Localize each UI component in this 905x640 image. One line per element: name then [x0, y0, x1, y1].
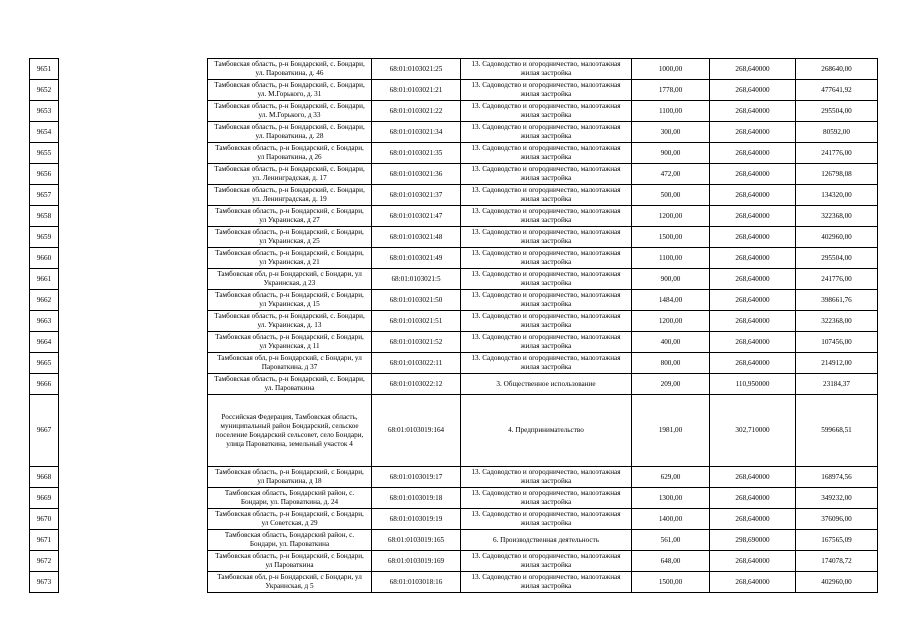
cadastral-number-cell: 68:01:0103021:51 [372, 311, 461, 332]
cadastral-value-cell: 295504,00 [796, 101, 878, 122]
rate-cell: 268,640000 [710, 467, 796, 488]
empty-cell [59, 80, 208, 101]
row-number: 9660 [30, 248, 59, 269]
area-cell: 1300,00 [632, 488, 710, 509]
area-cell: 1100,00 [632, 101, 710, 122]
area-cell: 1778,00 [632, 80, 710, 101]
cadastral-value-cell: 376096,00 [796, 509, 878, 530]
cadastral-number-cell: 68:01:0103021:49 [372, 248, 461, 269]
cadastral-value-cell: 174078,72 [796, 551, 878, 572]
rate-cell: 268,640000 [710, 551, 796, 572]
address-cell: Тамбовская область, р-н Бондарский, с. Бондари, ул. М.Горького, д 33 [208, 101, 372, 122]
row-number: 9658 [30, 206, 59, 227]
cadastral-number-cell: 68:01:0103019:164 [372, 395, 461, 467]
land-use-cell: 13. Садоводство и огородничество, малоэтажная жилая застройка [461, 185, 632, 206]
address-cell: Российская Федерация, Тамбовская область, муниципальный район Бондарский, сельское поселение Бондарский сельсовет, село Бондари, улица Пароваткина, земельный участок 4 [208, 395, 372, 467]
area-cell: 300,00 [632, 122, 710, 143]
row-number: 9659 [30, 227, 59, 248]
row-number: 9661 [30, 269, 59, 290]
rate-cell: 268,640000 [710, 269, 796, 290]
table-row [30, 509, 878, 530]
row-number: 9669 [30, 488, 59, 509]
row-number: 9665 [30, 353, 59, 374]
cadastral-number-cell: 68:01:0103021:50 [372, 290, 461, 311]
empty-cell [59, 227, 208, 248]
empty-cell [59, 59, 208, 80]
rate-cell: 268,640000 [710, 290, 796, 311]
table-row [30, 101, 878, 122]
area-cell: 629,00 [632, 467, 710, 488]
address-cell: Тамбовская область, р-н Бондарский, с. Бондари, ул. М.Горького, д. 31 [208, 80, 372, 101]
table-row [30, 395, 878, 467]
cadastral-number-cell: 68:01:0103019:165 [372, 530, 461, 551]
rate-cell: 268,640000 [710, 185, 796, 206]
cadastral-value-cell: 599668,51 [796, 395, 878, 467]
cadastral-number-cell: 68:01:0103021:22 [372, 101, 461, 122]
land-use-cell: 13. Садоводство и огородничество, малоэтажная жилая застройка [461, 290, 632, 311]
cadastral-value-cell: 241776,00 [796, 269, 878, 290]
land-use-cell: 13. Садоводство и огородничество, малоэтажная жилая застройка [461, 572, 632, 593]
address-cell: Тамбовская область, р-н Бондарский, с. Бондари, ул. Пароваткина, д. 46 [208, 59, 372, 80]
empty-cell [59, 395, 208, 467]
registry-rows [30, 59, 878, 593]
cadastral-value-cell: 168974,56 [796, 467, 878, 488]
empty-cell [59, 185, 208, 206]
rate-cell: 268,640000 [710, 353, 796, 374]
table-row [30, 311, 878, 332]
empty-cell [59, 290, 208, 311]
table-row [30, 59, 878, 80]
land-use-cell: 13. Садоводство и огородничество, малоэтажная жилая застройка [461, 122, 632, 143]
address-cell: Тамбовская область, р-н Бондарский, с. Бондари, ул. Ленинградская, д. 17 [208, 164, 372, 185]
land-use-cell: 13. Садоводство и огородничество, малоэтажная жилая застройка [461, 509, 632, 530]
cadastral-value-cell: 167565,09 [796, 530, 878, 551]
land-use-cell: 13. Садоводство и огородничество, малоэтажная жилая застройка [461, 551, 632, 572]
cadastral-value-cell: 126798,08 [796, 164, 878, 185]
cadastral-number-cell: 68:01:0103021:25 [372, 59, 461, 80]
rate-cell: 268,640000 [710, 572, 796, 593]
row-number: 9653 [30, 101, 59, 122]
row-number: 9654 [30, 122, 59, 143]
address-cell: Тамбовская обл, р-н Бондарский, с Бондари, ул Украинская, д 23 [208, 269, 372, 290]
cadastral-value-cell: 398661,76 [796, 290, 878, 311]
cadastral-value-cell: 214912,00 [796, 353, 878, 374]
cadastral-value-cell: 23184,37 [796, 374, 878, 395]
rate-cell: 268,640000 [710, 101, 796, 122]
cadastral-number-cell: 68:01:0103021:5 [372, 269, 461, 290]
land-use-cell: 13. Садоводство и огородничество, малоэтажная жилая застройка [461, 467, 632, 488]
land-use-cell: 13. Садоводство и огородничество, малоэтажная жилая застройка [461, 101, 632, 122]
cadastral-value-cell: 295504,00 [796, 248, 878, 269]
rate-cell: 268,640000 [710, 143, 796, 164]
land-use-cell: 13. Садоводство и огородничество, малоэтажная жилая застройка [461, 80, 632, 101]
area-cell: 800,00 [632, 353, 710, 374]
area-cell: 1000,00 [632, 59, 710, 80]
land-use-cell: 4. Предпринимательство [461, 395, 632, 467]
rate-cell: 268,640000 [710, 80, 796, 101]
cadastral-value-cell: 349232,00 [796, 488, 878, 509]
land-use-cell: 13. Садоводство и огородничество, малоэтажная жилая застройка [461, 332, 632, 353]
empty-cell [59, 374, 208, 395]
land-use-cell: 13. Садоводство и огородничество, малоэтажная жилая застройка [461, 353, 632, 374]
cadastral-value-cell: 241776,00 [796, 143, 878, 164]
cadastral-number-cell: 68:01:0103021:35 [372, 143, 461, 164]
cadastral-number-cell: 68:01:0103021:34 [372, 122, 461, 143]
cadastral-number-cell: 68:01:0103018:16 [372, 572, 461, 593]
land-use-cell: 13. Садоводство и огородничество, малоэтажная жилая застройка [461, 164, 632, 185]
empty-cell [59, 311, 208, 332]
table-row [30, 530, 878, 551]
land-use-cell: 13. Садоводство и огородничество, малоэтажная жилая застройка [461, 269, 632, 290]
empty-cell [59, 206, 208, 227]
cadastral-number-cell: 68:01:0103021:37 [372, 185, 461, 206]
empty-cell [59, 248, 208, 269]
rate-cell: 268,640000 [710, 122, 796, 143]
cadastral-number-cell: 68:01:0103019:19 [372, 509, 461, 530]
rate-cell: 268,640000 [710, 311, 796, 332]
area-cell: 209,00 [632, 374, 710, 395]
cadastral-value-cell: 107456,00 [796, 332, 878, 353]
address-cell: Тамбовская обл, р-н Бондарский, с Бондари, ул Украинская, д 5 [208, 572, 372, 593]
address-cell: Тамбовская область, р-н Бондарский, с Бондари, ул Советская, д 29 [208, 509, 372, 530]
address-cell: Тамбовская область, р-н Бондарский, с Бондари, ул Пароваткина [208, 551, 372, 572]
land-use-cell: 13. Садоводство и огородничество, малоэтажная жилая застройка [461, 248, 632, 269]
row-number: 9673 [30, 572, 59, 593]
area-cell: 472,00 [632, 164, 710, 185]
rate-cell: 302,710000 [710, 395, 796, 467]
empty-cell [59, 353, 208, 374]
row-number: 9652 [30, 80, 59, 101]
address-cell: Тамбовская область, р-н Бондарский, с. Бондари, ул. Пароваткина [208, 374, 372, 395]
land-use-cell: 3. Общественное использование [461, 374, 632, 395]
row-number: 9670 [30, 509, 59, 530]
area-cell: 1981,00 [632, 395, 710, 467]
land-use-cell: 13. Садоводство и огородничество, малоэтажная жилая застройка [461, 227, 632, 248]
area-cell: 648,00 [632, 551, 710, 572]
cadastral-value-cell: 402960,00 [796, 227, 878, 248]
address-cell: Тамбовская область, р-н Бондарский, с Бондари, ул Украинская, д 27 [208, 206, 372, 227]
cadastral-number-cell: 68:01:0103021:47 [372, 206, 461, 227]
address-cell: Тамбовская область, Бондарский район, с. Бондари, ул. Пароваткина [208, 530, 372, 551]
address-cell: Тамбовская область, р-н Бондарский, с Бондари, ул Украинская, д 25 [208, 227, 372, 248]
cadastral-number-cell: 68:01:0103019:17 [372, 467, 461, 488]
area-cell: 400,00 [632, 332, 710, 353]
rate-cell: 268,640000 [710, 206, 796, 227]
empty-cell [59, 467, 208, 488]
empty-cell [59, 488, 208, 509]
land-use-cell: 13. Садоводство и огородничество, малоэтажная жилая застройка [461, 143, 632, 164]
table-row [30, 374, 878, 395]
cadastral-number-cell: 68:01:0103021:52 [372, 332, 461, 353]
row-number: 9651 [30, 59, 59, 80]
address-cell: Тамбовская область, р-н Бондарский, с. Бондари, ул. Пароваткина, д. 28 [208, 122, 372, 143]
cadastral-number-cell: 68:01:0103022:11 [372, 353, 461, 374]
table-row [30, 80, 878, 101]
table-row [30, 269, 878, 290]
rate-cell: 268,640000 [710, 164, 796, 185]
area-cell: 500,00 [632, 185, 710, 206]
empty-cell [59, 530, 208, 551]
cadastral-number-cell: 68:01:0103019:169 [372, 551, 461, 572]
cadastral-value-cell: 268640,00 [796, 59, 878, 80]
area-cell: 1100,00 [632, 248, 710, 269]
empty-cell [59, 572, 208, 593]
area-cell: 1500,00 [632, 572, 710, 593]
table-row [30, 143, 878, 164]
address-cell: Тамбовская область, р-н Бондарский, с Бондари, ул Пароваткина, д 26 [208, 143, 372, 164]
empty-cell [59, 509, 208, 530]
table-row [30, 164, 878, 185]
table-row [30, 572, 878, 593]
row-number: 9672 [30, 551, 59, 572]
table-row [30, 206, 878, 227]
cadastral-value-cell: 134320,00 [796, 185, 878, 206]
empty-cell [59, 551, 208, 572]
cadastral-value-cell: 477641,92 [796, 80, 878, 101]
row-number: 9663 [30, 311, 59, 332]
land-use-cell: 13. Садоводство и огородничество, малоэтажная жилая застройка [461, 206, 632, 227]
rate-cell: 268,640000 [710, 509, 796, 530]
table-row [30, 290, 878, 311]
table-row [30, 488, 878, 509]
cadastral-number-cell: 68:01:0103021:36 [372, 164, 461, 185]
empty-cell [59, 122, 208, 143]
rate-cell: 268,640000 [710, 59, 796, 80]
empty-cell [59, 269, 208, 290]
address-cell: Тамбовская область, р-н Бондарский, с. Бондари, ул. Украинская, д. 13 [208, 311, 372, 332]
row-number: 9671 [30, 530, 59, 551]
cadastral-value-cell: 322368,00 [796, 311, 878, 332]
empty-cell [59, 101, 208, 122]
cadastral-value-cell: 80592,00 [796, 122, 878, 143]
row-number: 9664 [30, 332, 59, 353]
land-use-cell: 13. Садоводство и огородничество, малоэтажная жилая застройка [461, 488, 632, 509]
address-cell: Тамбовская область, р-н Бондарский, с Бондари, ул Украинская, д 11 [208, 332, 372, 353]
area-cell: 1500,00 [632, 227, 710, 248]
table-row [30, 248, 878, 269]
cadastral-number-cell: 68:01:0103022:12 [372, 374, 461, 395]
row-number: 9656 [30, 164, 59, 185]
rate-cell: 298,690000 [710, 530, 796, 551]
rate-cell: 268,640000 [710, 227, 796, 248]
area-cell: 1400,00 [632, 509, 710, 530]
address-cell: Тамбовская область, р-н Бондарский, с Бондари, ул Украинская, д 15 [208, 290, 372, 311]
address-cell: Тамбовская область, р-н Бондарский, с Бондари, ул Пароваткина, д 18 [208, 467, 372, 488]
address-cell: Тамбовская область, р-н Бондарский, с. Бондари, ул. Ленинградская, д. 19 [208, 185, 372, 206]
table-row [30, 467, 878, 488]
cadastral-value-cell: 322368,00 [796, 206, 878, 227]
row-number: 9662 [30, 290, 59, 311]
table-row [30, 185, 878, 206]
address-cell: Тамбовская обл, р-н Бондарский, с Бондари, ул Пароваткина, д 37 [208, 353, 372, 374]
rate-cell: 110,950000 [710, 374, 796, 395]
table-row [30, 227, 878, 248]
land-use-cell: 13. Садоводство и огородничество, малоэтажная жилая застройка [461, 311, 632, 332]
address-cell: Тамбовская область, Бондарский район, с. Бондари, ул. Пароваткина, д. 24 [208, 488, 372, 509]
empty-cell [59, 164, 208, 185]
row-number: 9667 [30, 395, 59, 467]
table-row [30, 332, 878, 353]
rate-cell: 268,640000 [710, 248, 796, 269]
area-cell: 1200,00 [632, 206, 710, 227]
row-number: 9668 [30, 467, 59, 488]
row-number: 9657 [30, 185, 59, 206]
area-cell: 900,00 [632, 143, 710, 164]
land-use-cell: 13. Садоводство и огородничество, малоэтажная жилая застройка [461, 59, 632, 80]
rate-cell: 268,640000 [710, 488, 796, 509]
land-use-cell: 6. Производственная деятельность [461, 530, 632, 551]
cadastral-number-cell: 68:01:0103021:48 [372, 227, 461, 248]
row-number: 9655 [30, 143, 59, 164]
empty-cell [59, 332, 208, 353]
row-number: 9666 [30, 374, 59, 395]
rate-cell: 268,640000 [710, 332, 796, 353]
address-cell: Тамбовская область, р-н Бондарский, с Бондари, ул Украинская, д 21 [208, 248, 372, 269]
table-row [30, 353, 878, 374]
area-cell: 1200,00 [632, 311, 710, 332]
registry-table [29, 58, 878, 593]
cadastral-number-cell: 68:01:0103019:18 [372, 488, 461, 509]
area-cell: 561,00 [632, 530, 710, 551]
empty-cell [59, 143, 208, 164]
table-row [30, 551, 878, 572]
table-row [30, 122, 878, 143]
cadastral-number-cell: 68:01:0103021:21 [372, 80, 461, 101]
area-cell: 1484,00 [632, 290, 710, 311]
area-cell: 900,00 [632, 269, 710, 290]
cadastral-value-cell: 402960,00 [796, 572, 878, 593]
